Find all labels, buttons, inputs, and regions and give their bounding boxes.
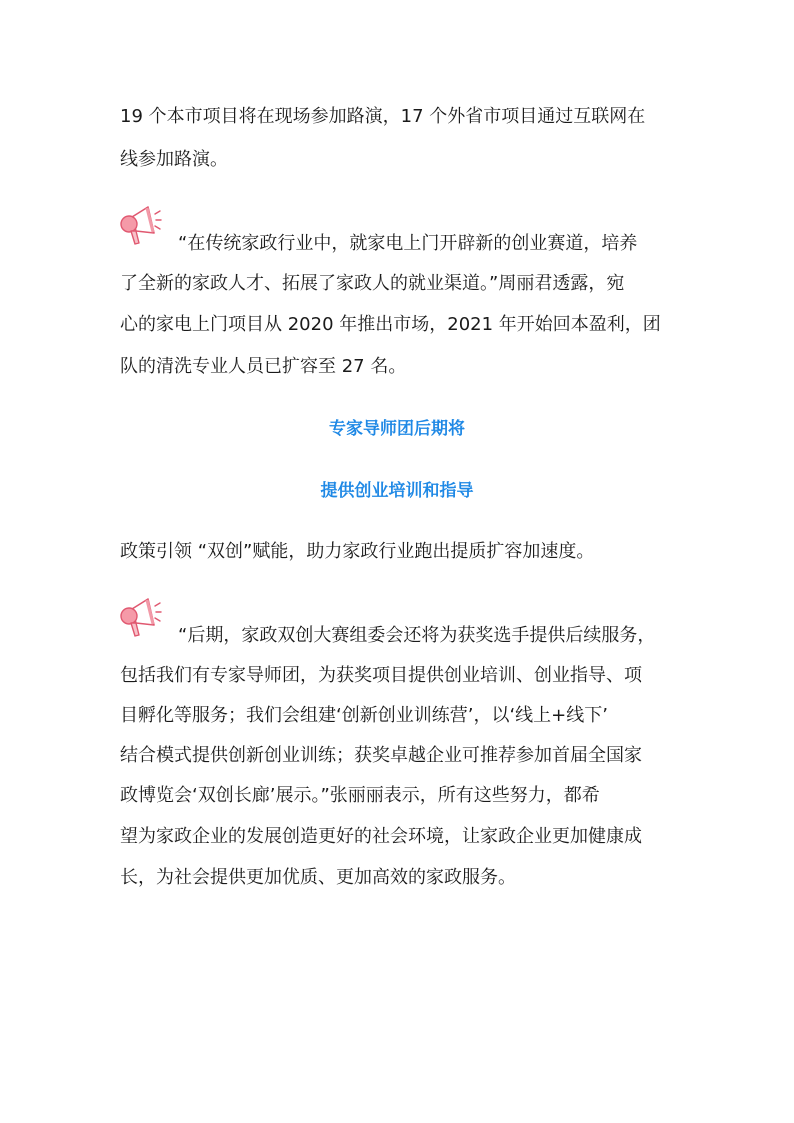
- paragraph-line: 线参加路演。: [120, 149, 228, 170]
- quote-line: 长，为社会提供更加优质、更加高效的家政服务。: [120, 867, 516, 888]
- section-heading-line2: 提供创业培训和指导: [320, 481, 474, 501]
- paragraph-line: 政策引领 “双创”赋能，助力家政行业跑出提质扩容加速度。: [120, 541, 595, 562]
- paragraph-line: 19 个本市项目将在现场参加路演，17 个外省市项目通过互联网在: [120, 106, 646, 127]
- quote-line: 了全新的家政人才、拓展了家政人的就业渠道。”周丽君透露，宛: [120, 273, 625, 294]
- megaphone-icon: [118, 595, 162, 639]
- quote-line: 政博览会‘双创长廊’展示。”张丽丽表示，所有这些努力，都希: [120, 785, 600, 806]
- quote-line: “后期，家政双创大赛组委会还将为获奖选手提供后续服务，: [178, 625, 656, 646]
- megaphone-icon: [118, 203, 162, 247]
- quote-line: “在传统家政行业中，就家电上门开辟新的创业赛道，培养: [178, 233, 638, 254]
- quote-line: 望为家政企业的发展创造更好的社会环境，让家政企业更加健康成: [120, 826, 642, 847]
- quote-line: 包括我们有专家导师团，为获奖项目提供创业培训、创业指导、项: [120, 665, 642, 686]
- section-heading-line1: 专家导师团后期将: [329, 419, 465, 439]
- quote-line: 结合模式提供创新创业训练；获奖卓越企业可推荐参加首届全国家: [120, 745, 642, 766]
- quote-line: 队的清洗专业人员已扩容至 27 名。: [120, 356, 407, 377]
- quote-line: 目孵化等服务；我们会组建‘创新创业训练营’，以‘线上+线下’: [120, 705, 608, 726]
- quote-line: 心的家电上门项目从 2020 年推出市场，2021 年开始回本盈利，团: [120, 314, 661, 335]
